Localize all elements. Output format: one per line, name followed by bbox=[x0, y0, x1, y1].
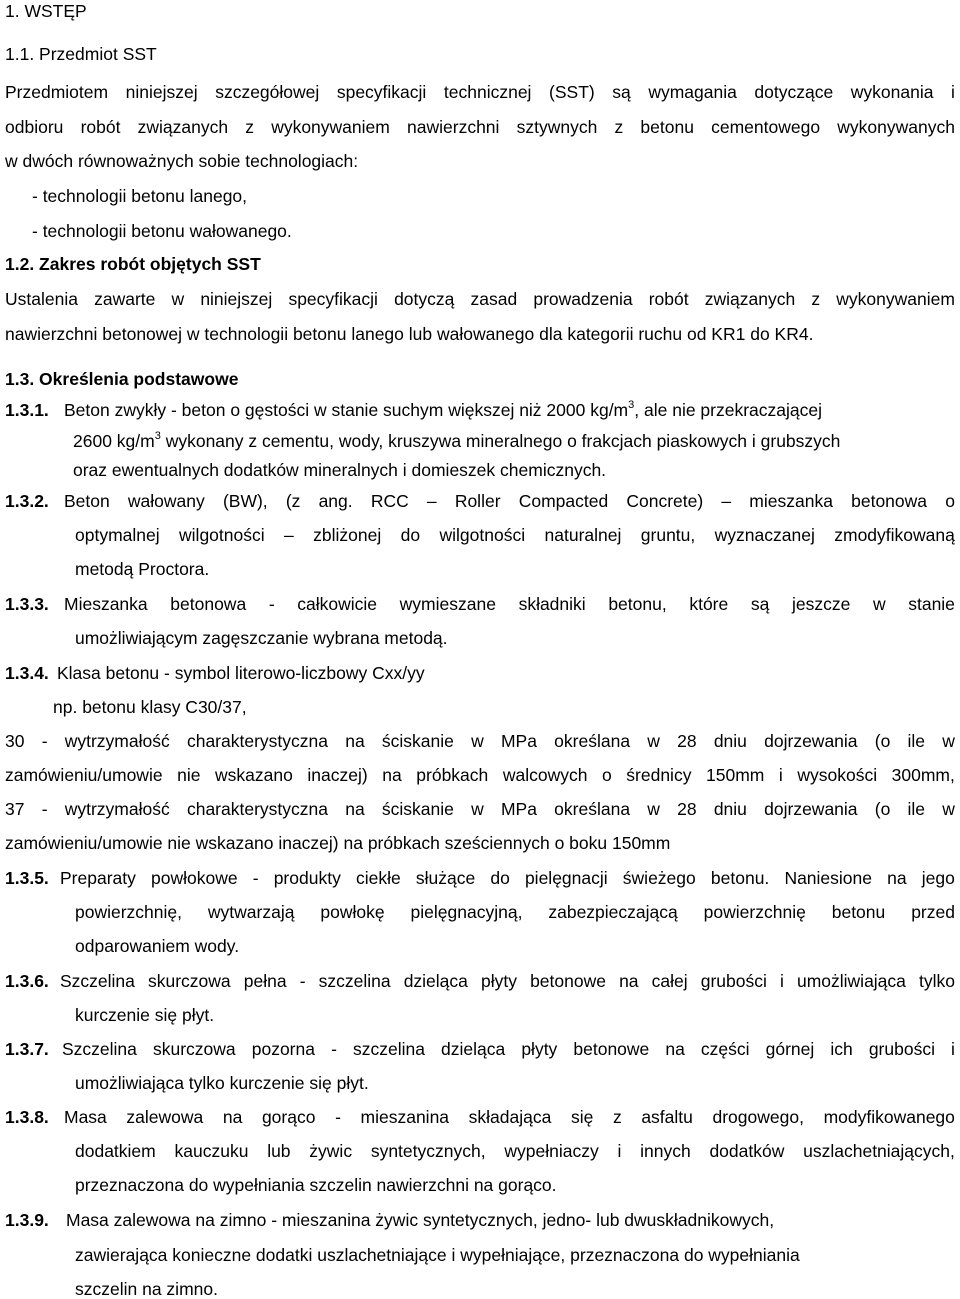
paragraph-line: nawierzchni betonowej w technologii betonu lanego lub wałowanego dla kategorii ruchu od KR1 do KR4. bbox=[5, 324, 814, 344]
paragraph-line: odbioru robót związanych z wykonywaniem nawierzchni sztywnych z betonu cementowego wykonywanych bbox=[5, 117, 955, 137]
definition-line: zamówieniu/umowie nie wskazano inaczej) na próbkach walcowych o średnicy 150mm i wysokości 300mm, bbox=[5, 765, 955, 785]
definition-line: Szczelina skurczowa pełna - szczelina dzieląca płyty betonowe na całej grubości i umożliwiająca tylko bbox=[60, 971, 955, 991]
definition-number: 1.3.7. bbox=[5, 1039, 49, 1059]
definition-number: 1.3.2. bbox=[5, 491, 49, 511]
list-item: - technologii betonu lanego, bbox=[32, 186, 248, 206]
definition-line: kurczenie się płyt. bbox=[75, 1005, 215, 1025]
definition-number: 1.3.4. bbox=[5, 663, 49, 683]
paragraph-line: w dwóch równoważnych sobie technologiach: bbox=[5, 151, 359, 171]
section-1-1-title: 1.1. Przedmiot SST bbox=[5, 44, 157, 64]
definition-line: np. betonu klasy C30/37, bbox=[53, 697, 247, 717]
definition-line: odparowaniem wody. bbox=[75, 936, 240, 956]
paragraph-line: Ustalenia zawarte w niniejszej specyfikacji dotyczą zasad prowadzenia robót związanych z wykonywaniem bbox=[5, 289, 955, 309]
document-heading: 1. WSTĘP bbox=[5, 1, 87, 21]
definition-line: umożliwiająca tylko kurczenie się płyt. bbox=[75, 1073, 369, 1093]
definition-line: szczelin na zimno. bbox=[75, 1279, 218, 1299]
definition-line: 37 - wytrzymałość charakterystyczna na ściskanie w MPa określana w 28 dniu dojrzewania (o ile w bbox=[5, 799, 955, 819]
definition-line: Masa zalewowa na gorąco - mieszanina składająca się z asfaltu drogowego, modyfikowanego bbox=[64, 1107, 955, 1127]
definition-number: 1.3.8. bbox=[5, 1107, 49, 1127]
paragraph-line: Przedmiotem niniejszej szczegółowej specyfikacji technicznej (SST) są wymagania dotyczące wykonania i bbox=[5, 82, 955, 102]
definition-line: Beton wałowany (BW), (z ang. RCC – Roller Compacted Concrete) – mieszanka betonowa o bbox=[64, 491, 955, 511]
definition-number: 1.3.6. bbox=[5, 971, 49, 991]
definition-number: 1.3.5. bbox=[5, 868, 49, 888]
definition-line: Mieszanka betonowa - całkowicie wymieszane składniki betonu, które są jeszcze w stanie bbox=[64, 594, 955, 614]
list-item: - technologii betonu wałowanego. bbox=[32, 221, 292, 241]
definition-line: Klasa betonu - symbol literowo-liczbowy Cxx/yy bbox=[57, 663, 425, 683]
section-1-2-title: 1.2. Zakres robót objętych SST bbox=[5, 254, 261, 274]
definition-line: umożliwiającym zagęszczanie wybrana metodą. bbox=[75, 628, 448, 648]
definition-line: dodatkiem kauczuku lub żywic syntetycznych, wypełniaczy i innych dodatków uszlachetniających, bbox=[75, 1141, 955, 1161]
definition-line: metodą Proctora. bbox=[75, 559, 210, 579]
definition-line: Masa zalewowa na zimno - mieszanina żywic syntetycznych, jedno- lub dwuskładnikowych, bbox=[66, 1210, 775, 1230]
definition-line: zawierająca konieczne dodatki uszlachetniające i wypełniające, przeznaczona do wypełniania bbox=[75, 1245, 800, 1265]
definition-line: oraz ewentualnych dodatków mineralnych i domieszek chemicznych. bbox=[73, 460, 607, 480]
definition-line: 2600 $kg/m^3$ wykonany z cementu, wody, kruszywa mineralnego o frakcjach piaskowych i grubszych bbox=[73, 430, 841, 451]
definition-line: Szczelina skurczowa pozorna - szczelina dzieląca płyty betonowe na części górnej ich grubości i bbox=[62, 1039, 955, 1059]
definition-number: 1.3.1. bbox=[5, 400, 49, 420]
definition-number: 1.3.9. bbox=[5, 1210, 49, 1230]
definition-line: Preparaty powłokowe - produkty ciekłe służące do pielęgnacji świeżego betonu. Naniesione na jego bbox=[60, 868, 955, 888]
definition-line: 30 - wytrzymałość charakterystyczna na ściskanie w MPa określana w 28 dniu dojrzewania (o ile w bbox=[5, 731, 955, 751]
definition-line: Beton zwykły - beton o gęstości w stanie suchym większej niż 2000 $kg/m^3$, ale nie przekraczającej bbox=[64, 399, 822, 420]
definition-line: optymalnej wilgotności – zbliżonej do wilgotności naturalnej gruntu, wyznaczanej zmodyfikowaną bbox=[75, 525, 955, 545]
definition-number: 1.3.3. bbox=[5, 594, 49, 614]
section-1-3-title: 1.3. Określenia podstawowe bbox=[5, 369, 239, 389]
definition-line: powierzchnię, wytwarzają powłokę pielęgnacyjną, zabezpieczającą powierzchnię betonu przed bbox=[75, 902, 955, 922]
definition-line: zamówieniu/umowie nie wskazano inaczej) na próbkach sześciennych o boku 150mm bbox=[5, 833, 671, 853]
definition-line: przeznaczona do wypełniania szczelin nawierzchni na gorąco. bbox=[75, 1175, 557, 1195]
